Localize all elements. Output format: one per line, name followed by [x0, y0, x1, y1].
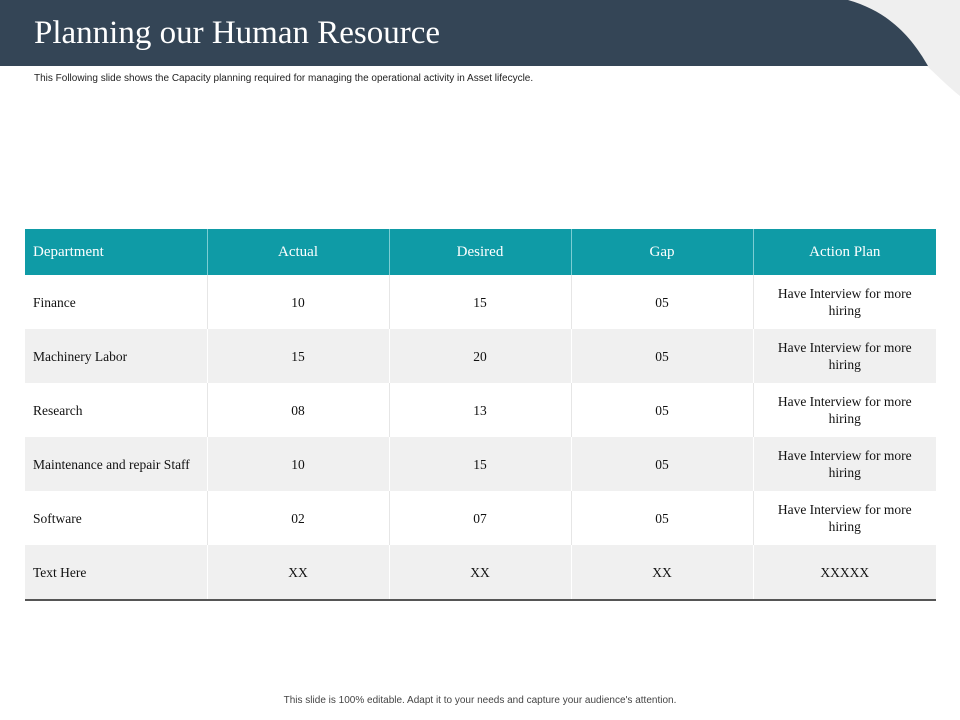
cell-desired: 13	[389, 383, 571, 437]
cell-action-plan: Have Interview for more hiring	[753, 437, 936, 491]
capacity-table	[25, 229, 936, 601]
cell-desired: 15	[389, 275, 571, 329]
table-row	[25, 437, 936, 491]
cell-department: Maintenance and repair Staff	[25, 437, 207, 491]
column-header-action-plan: Action Plan	[753, 229, 936, 275]
cell-action-plan: Have Interview for more hiring	[753, 275, 936, 329]
column-header-department: Department	[25, 229, 207, 275]
cell-gap: 05	[571, 437, 753, 491]
cell-department: Finance	[25, 275, 207, 329]
cell-actual: 02	[207, 491, 389, 545]
cell-department: Text Here	[25, 545, 207, 600]
cell-action-plan: Have Interview for more hiring	[753, 329, 936, 383]
cell-actual: 15	[207, 329, 389, 383]
cell-gap: 05	[571, 383, 753, 437]
cell-action-plan: Have Interview for more hiring	[753, 383, 936, 437]
cell-action-plan: XXXXX	[753, 545, 936, 600]
cell-gap: XX	[571, 545, 753, 600]
cell-department: Machinery Labor	[25, 329, 207, 383]
table-row	[25, 491, 936, 545]
page-title: Planning our Human Resource	[34, 15, 441, 51]
column-header-desired: Desired	[389, 229, 571, 275]
cell-desired: 20	[389, 329, 571, 383]
cell-gap: 05	[571, 329, 753, 383]
cell-desired: XX	[389, 545, 571, 600]
footer-note: This slide is 100% editable. Adapt it to your needs and capture your audience's attention.	[283, 695, 677, 706]
column-header-actual: Actual	[207, 229, 389, 275]
cell-action-plan: Have Interview for more hiring	[753, 491, 936, 545]
cell-gap: 05	[571, 275, 753, 329]
cell-department: Research	[25, 383, 207, 437]
table-header-row	[25, 229, 936, 275]
table-row	[25, 329, 936, 383]
table-row	[25, 275, 936, 329]
column-header-gap: Gap	[571, 229, 753, 275]
cell-actual: 10	[207, 275, 389, 329]
cell-gap: 05	[571, 491, 753, 545]
cell-department: Software	[25, 491, 207, 545]
cell-actual: 08	[207, 383, 389, 437]
page-subtitle: This Following slide shows the Capacity planning required for managing the operational activity in Asset lifecycle.	[34, 73, 534, 84]
table-row	[25, 545, 936, 600]
cell-desired: 15	[389, 437, 571, 491]
cell-actual: XX	[207, 545, 389, 600]
table-row	[25, 383, 936, 437]
cell-desired: 07	[389, 491, 571, 545]
cell-actual: 10	[207, 437, 389, 491]
